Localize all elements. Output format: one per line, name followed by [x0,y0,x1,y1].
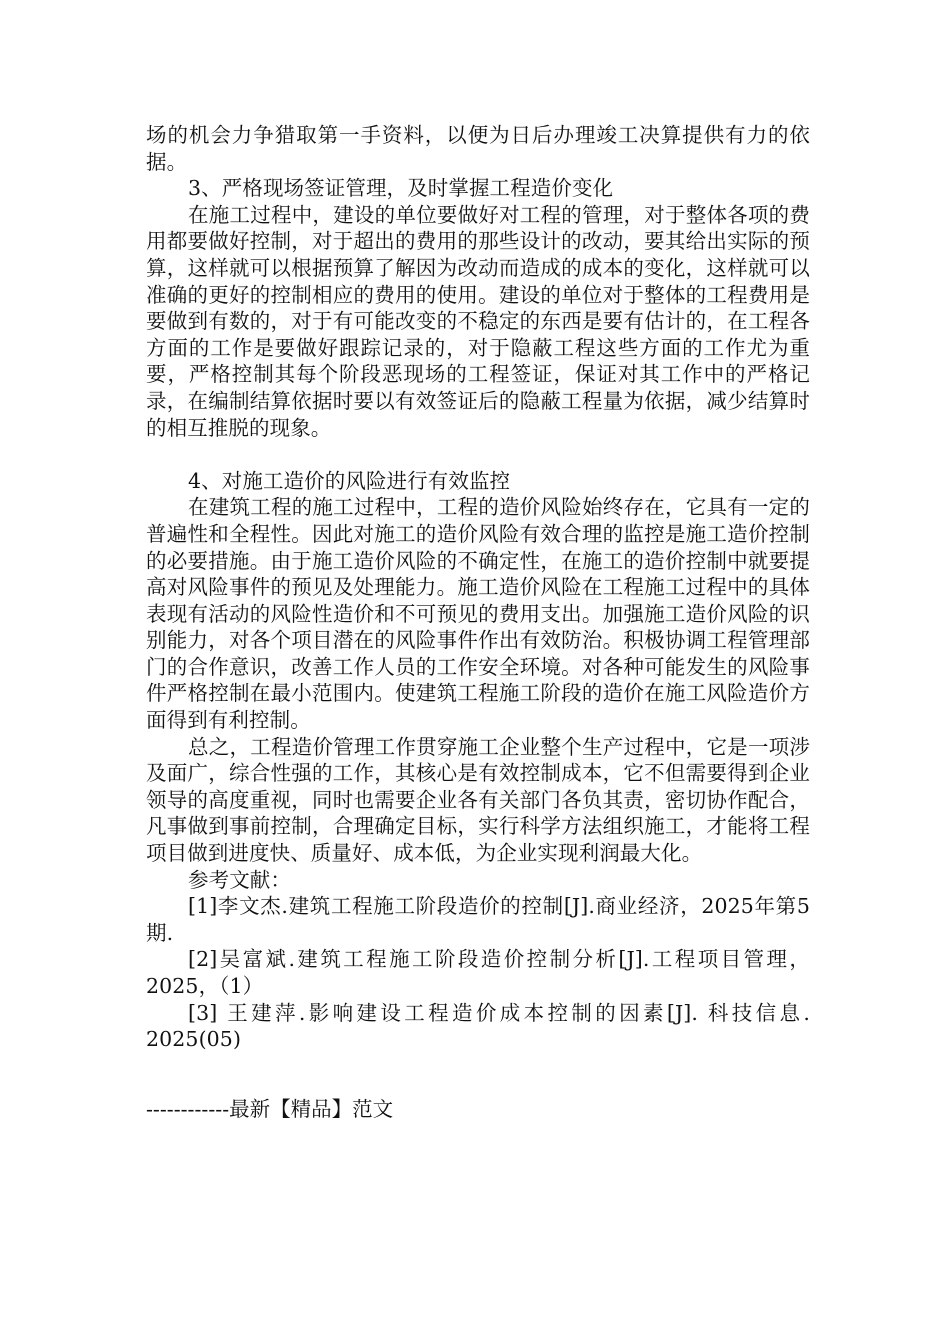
paragraph-site-visa: 在施工过程中，建设的单位要做好对工程的管理，对于整体各项的费用都要做好控制，对于超出的费用的那些设计的改动，要其给出实际的预算，这样就可以根据预算了解因为改动而造成的成本的变化，这样就可以准确的更好的控制相应的费用的使用。建设的单位对于整体的工程费用是要做到有数的，对于有可能改变的不稳定的东西是要有估计的，在工程各方面的工作是要做好跟踪记录的，对于隐蔽工程这些方面的工作尤为重要，严格控制其每个阶段恶现场的工程签证，保证对其工作中的严格记录，在编制结算依据时要以有效签证后的隐蔽工程量为依据，减少结算时的相互推脱的现象。 [146,202,810,440]
section-heading-3: 3、严格现场签证管理，及时掌握工程造价变化 [188,176,614,201]
document-body [146,122,810,1053]
reference-item: [2]吴富斌.建筑工程施工阶段造价控制分析[J].工程项目管理，2025，（1） [146,947,810,998]
paragraph-continuation: 场的机会力争猎取第一手资料，以便为日后办理竣工决算提供有力的依据。 [146,123,810,174]
paragraph-risk-control: 在建筑工程的施工过程中，工程的造价风险始终存在，它具有一定的普遍性和全程性。因此对施工的造价风险有效合理的监控是施工造价控制的必要措施。由于施工造价风险的不确定性，在施工的造价控制中就要提高对风险事件的预见及处理能力。施工造价风险在工程施工过程中的具体表现有活动的风险性造价和不可预见的费用支出。加强施工造价风险的识别能力，对各个项目潜在的风险事件作出有效防治。积极协调工程管理部门的合作意识，改善工作人员的工作安全环境。对各种可能发生的风险事件严格控制在最小范围内。使建筑工程施工阶段的造价在施工风险造价方面得到有利控制。 [146,495,810,733]
references-heading: 参考文献： [188,867,291,892]
section-heading-4: 4、对施工造价的风险进行有效监控 [188,468,511,493]
reference-item: [3] 王建萍.影响建设工程造价成本控制的因素[J]. 科技信息. 2025(05) [146,1000,810,1052]
page-footer: ------------最新【精品】范文 [146,1097,394,1121]
paragraph-conclusion: 总之，工程造价管理工作贯穿施工企业整个生产过程中，它是一项涉及面广，综合性强的工作，其核心是有效控制成本，它不但需要得到企业领导的高度重视，同时也需要企业各有关部门各负其责，密切协作配合，凡事做到事前控制，合理确定目标，实行科学方法组织施工，才能将工程项目做到进度快、质量好、成本低，为企业实现利润最大化。 [146,734,810,866]
paragraph-spacer [146,441,810,468]
reference-item: [1]李文杰.建筑工程施工阶段造价的控制[J].商业经济，2025年第5 期. [146,894,810,945]
